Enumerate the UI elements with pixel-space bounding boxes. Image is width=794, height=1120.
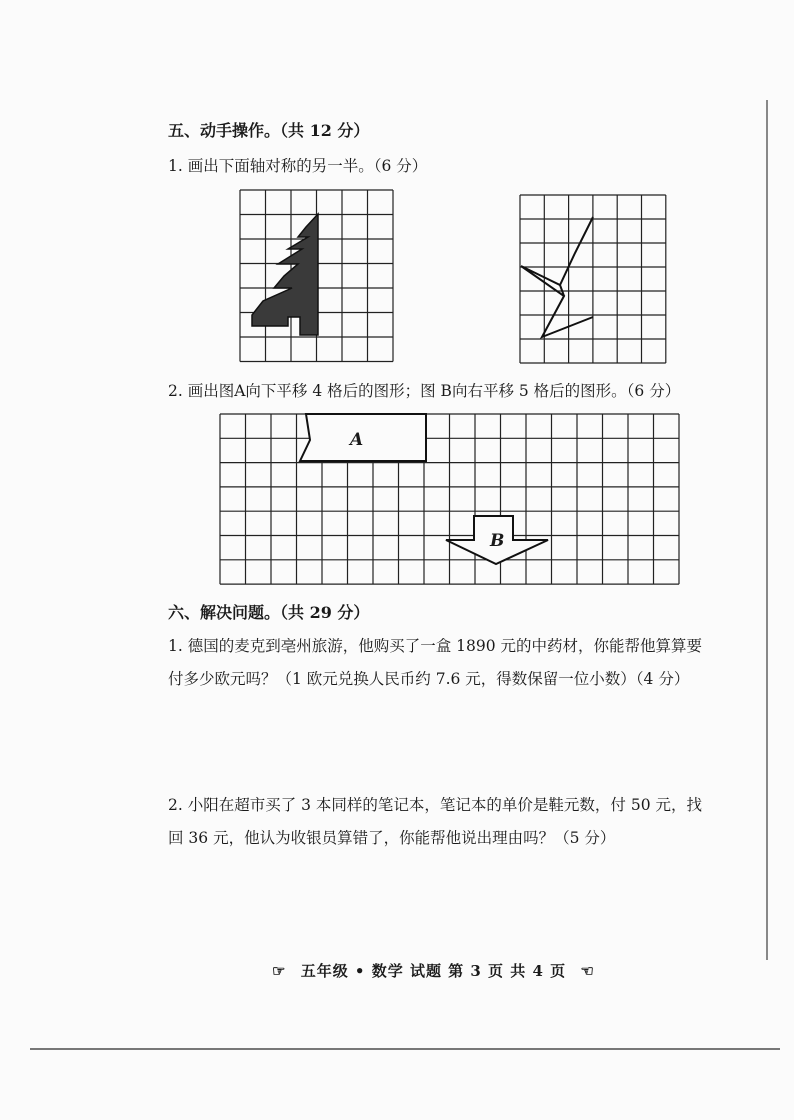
pointing-hand-icon: ☞	[272, 962, 287, 980]
footer-text: 五年级 • 数学 试题 第 3 页 共 4 页	[300, 962, 567, 980]
star-half-shape	[521, 217, 593, 337]
pointing-hand-icon: ☜	[580, 962, 595, 980]
section-5-question-1: 1. 画出下面轴对称的另一半。（6 分）	[168, 157, 428, 175]
section-6-question-2-line-2: 回 36 元，他认为收银员算错了，你能帮他说出理由吗？（5 分）	[168, 829, 616, 847]
tree-half-shape	[252, 214, 318, 335]
scan-edge-right	[766, 100, 768, 960]
translation-grid	[218, 412, 680, 587]
section-5-question-2: 2. 画出图A向下平移 4 格后的图形；图 B向右平移 5 格后的图形。（6 分）	[168, 382, 681, 400]
section-6-title: 六、解决问题。（共 29 分）	[168, 603, 370, 622]
section-6-question-1-line-1: 1. 德国的麦克到亳州旅游，他购买了一盒 1890 元的中药材，你能帮他算算要	[168, 637, 703, 655]
section-6-question-2-line-1: 2. 小阳在超市买了 3 本同样的笔记本，笔记本的单价是鞋元数，付 50 元，找	[168, 796, 703, 814]
section-6-question-1-line-2: 付多少欧元吗？（1 欧元兑换人民币约 7.6 元，得数保留一位小数）（4 分）	[168, 670, 690, 688]
shape-a-label: A	[350, 430, 364, 450]
star-grid	[518, 193, 668, 363]
scan-edge-bottom	[30, 1048, 780, 1050]
section-5-title: 五、动手操作。（共 12 分）	[168, 121, 370, 140]
page-footer	[272, 960, 595, 981]
shape-b-label: B	[490, 531, 505, 551]
tree-grid	[238, 188, 398, 363]
